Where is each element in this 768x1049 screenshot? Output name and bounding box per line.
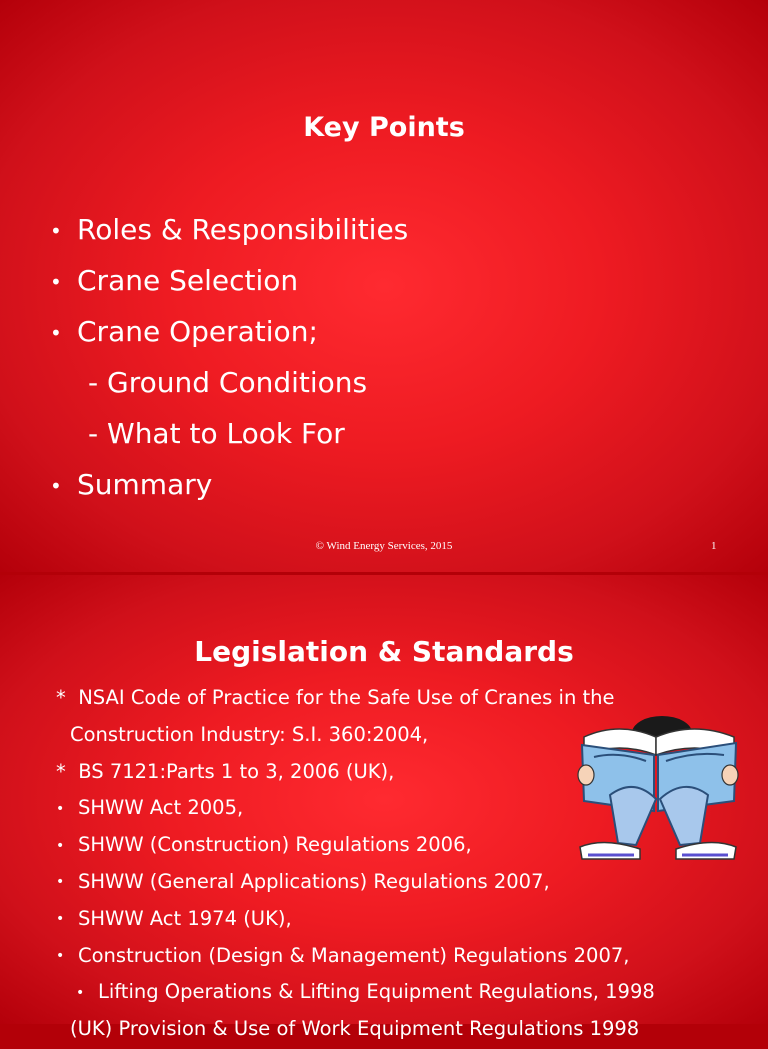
slide-page-number: 1 xyxy=(711,540,717,552)
list-item-text: SHWW Act 2005, xyxy=(78,796,244,820)
bullet-icon: • xyxy=(56,800,65,817)
bullet-icon: • xyxy=(50,474,62,498)
list-item-text: Construction Industry: S.I. 360:2004, xyxy=(70,722,429,746)
list-item-text: - Ground Conditions xyxy=(88,366,368,399)
bullet-icon: • xyxy=(56,948,65,965)
list-item-text: SHWW (Construction) Regulations 2006, xyxy=(78,833,472,857)
list-item-text: - What to Look For xyxy=(88,417,345,450)
list-item-continuation xyxy=(56,718,655,755)
slide-legislation-standards xyxy=(0,575,768,1041)
bullet-icon: • xyxy=(50,321,62,345)
bullet-icon: • xyxy=(50,270,62,294)
list-item xyxy=(56,975,655,1012)
list-item-text: Construction (Design & Management) Regulations 2007, xyxy=(78,943,630,967)
person-reading-book-icon xyxy=(574,715,742,867)
bullet-icon: • xyxy=(56,911,65,928)
list-item-text: Roles & Responsibilities xyxy=(77,213,409,246)
list-item xyxy=(56,902,655,939)
list-item xyxy=(56,865,655,902)
bullet-icon: • xyxy=(56,874,65,891)
key-points-list xyxy=(50,206,408,512)
list-item xyxy=(50,461,408,512)
list-item xyxy=(56,939,655,976)
list-item xyxy=(50,308,408,359)
list-item-continuation xyxy=(56,1012,655,1049)
list-item xyxy=(50,257,408,308)
list-item-text: Summary xyxy=(77,468,213,501)
list-item-text: Crane Selection xyxy=(77,264,299,297)
list-item-text: Lifting Operations & Lifting Equipment Regulations, 1998 xyxy=(98,980,655,1004)
asterisk-marker: * xyxy=(56,759,66,783)
list-item-text: SHWW (General Applications) Regulations 2007, xyxy=(78,869,550,893)
slide-footer-copyright: © Wind Energy Services, 2015 xyxy=(315,540,453,552)
list-item-text: SHWW Act 1974 (UK), xyxy=(78,906,292,930)
sub-list-item xyxy=(50,359,408,410)
bullet-icon: • xyxy=(50,219,62,243)
list-item-text: (UK) Provision & Use of Work Equipment Regulations 1998 xyxy=(70,1017,640,1041)
slide-title: Key Points xyxy=(303,112,465,143)
list-item xyxy=(56,755,655,792)
slide-title: Legislation & Standards xyxy=(194,635,574,668)
legislation-list xyxy=(56,681,655,1049)
list-item xyxy=(50,206,408,257)
bullet-icon: • xyxy=(76,984,85,1001)
list-item xyxy=(56,791,655,828)
bullet-icon: • xyxy=(56,837,65,854)
list-item xyxy=(56,828,655,865)
list-item-text: Crane Operation; xyxy=(77,315,318,348)
list-item-text: NSAI Code of Practice for the Safe Use of Cranes in the xyxy=(78,686,615,709)
sub-list-item xyxy=(50,410,408,461)
asterisk-marker: * xyxy=(56,686,66,709)
list-item xyxy=(56,681,655,718)
list-item-text: BS 7121:Parts 1 to 3, 2006 (UK), xyxy=(78,759,395,783)
